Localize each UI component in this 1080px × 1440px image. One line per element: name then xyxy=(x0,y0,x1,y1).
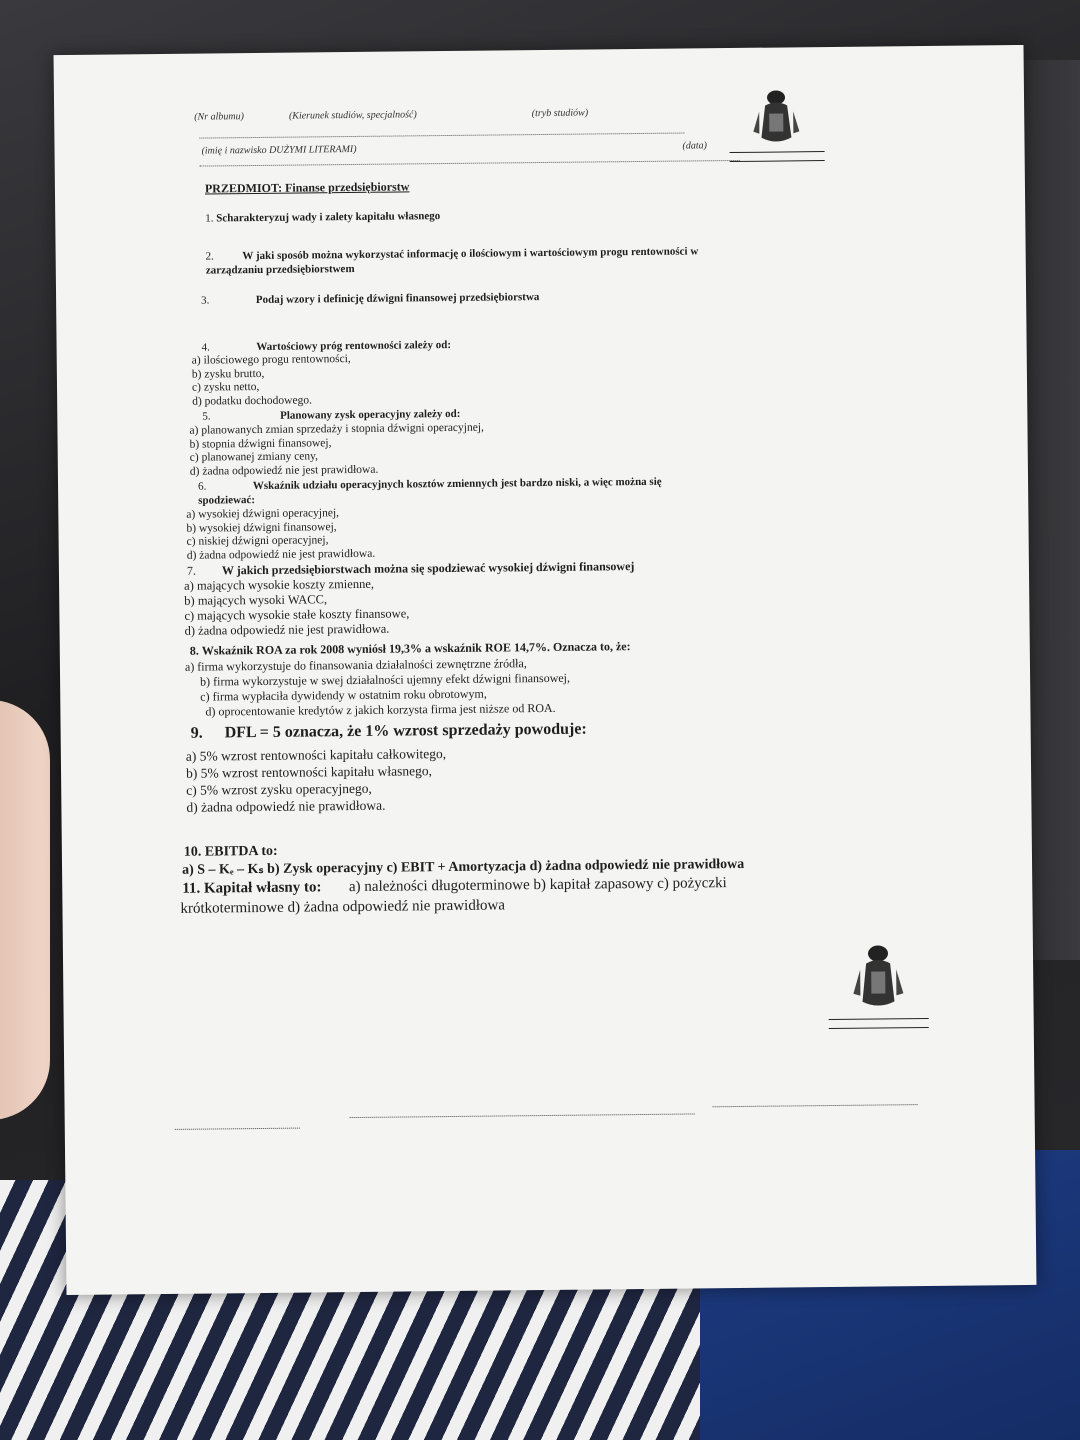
question-7-options xyxy=(184,576,410,638)
question-text: W jaki sposób można wykorzystać informację o ilościowym i wartościowym progu rentowności w xyxy=(242,245,699,263)
question-text-continued: spodziewać: xyxy=(198,494,256,507)
question-number: 1. xyxy=(205,212,214,225)
question-number: 6. xyxy=(197,480,207,493)
question-text: DFL = 5 oznacza, że 1% wzrost sprzedaży powoduje: xyxy=(224,720,587,742)
option: a) planowanych zmian sprzedaży i stopnia dźwigni operacyjnej, xyxy=(189,421,484,437)
option: d) żadna odpowiedź nie jest prawidłowa. xyxy=(184,621,390,638)
option: d) żadna odpowiedź nie jest prawidłowa. xyxy=(189,463,379,478)
option: d) żadna odpowiedź nie jest prawidłowa. xyxy=(186,547,376,562)
option: a) 5% wzrost rentowności kapitału całkowitego, xyxy=(185,746,447,764)
question-11-answers-continued: krótkoterminowe d) żadna odpowiedź nie prawidłowa xyxy=(180,897,506,917)
question-5 xyxy=(202,407,460,424)
option: c) planowanej zmiany ceny, xyxy=(189,450,319,464)
signature-line xyxy=(350,1113,695,1118)
question-1 xyxy=(205,209,440,225)
question-number: 2. xyxy=(205,250,214,263)
logo-caption xyxy=(730,151,825,162)
signature-line xyxy=(713,1104,918,1107)
logo-subcaption xyxy=(730,163,825,169)
option: b) 5% wzrost rentowności kapitału własnego, xyxy=(185,763,433,781)
option: a) mających wysokie koszty zmienne, xyxy=(184,576,375,593)
question-text: W jakich przedsiębiorstwach można się spodziewać wysokiej dźwigni finansowej xyxy=(221,559,635,578)
option: c) firma wypłaciła dywidendy w ostatnim roku obrotowym, xyxy=(200,686,487,704)
header-row-1 xyxy=(194,108,588,123)
question-10 xyxy=(184,843,278,861)
option: c) zysku netto, xyxy=(191,380,260,394)
question-number: 10. xyxy=(183,844,202,860)
question-8-options xyxy=(185,656,571,720)
logo-figure-icon xyxy=(828,941,929,1017)
question-3 xyxy=(201,290,539,308)
option: c) mających wysokie stałe koszty finansowe, xyxy=(184,606,410,623)
question-text: Wskaźnik ROA za rok 2008 wyniósł 19,3% a wskaźnik ROE 14,7%. Oznacza to, że: xyxy=(201,639,631,658)
option: d) oprocentowanie kredytów z jakich korzysta firma jest niższe od ROA. xyxy=(205,700,556,719)
question-text: Planowany zysk operacyjny zależy od: xyxy=(280,407,461,422)
question-number: 11. xyxy=(182,880,201,897)
university-logo xyxy=(729,87,825,169)
question-text: Scharakteryzuj wady i zalety kapitału własnego xyxy=(216,210,441,225)
question-number: 9. xyxy=(190,724,203,742)
question-text: Kapitał własny to: xyxy=(203,879,322,897)
subject-title: PRZEDMIOT: Finanse przedsiębiorstw xyxy=(204,179,410,196)
option: b) stopnia dźwigni finansowej, xyxy=(189,436,332,451)
hand xyxy=(0,700,50,1120)
question-text: Wskaźnik udziału operacyjnych kosztów zmiennych jest bardzo niski, a więc można się xyxy=(252,475,662,493)
field-label: (Kierunek studiów, specjalność) xyxy=(288,109,417,122)
question-text: Podaj wzory i definicję dźwigni finansowej przedsiębiorstwa xyxy=(255,291,540,307)
logo-subcaption xyxy=(829,1030,929,1036)
question-10-answers: a) S – Kₑ – Kₛ b) Zysk operacyjny c) EBIT + Amortyzacja d) żadna odpowiedź nie prawidłowa xyxy=(181,856,745,878)
question-answers: a) należności długoterminowe b) kapitał zapasowy c) pożyczki xyxy=(348,875,727,896)
album-label: (Nr albumu) xyxy=(194,111,244,123)
option: a) firma wykorzystuje do finansowania działalności zewnętrzne źródła, xyxy=(184,656,527,674)
question-number: 8. xyxy=(189,643,199,658)
question-5-options xyxy=(189,422,484,479)
question-9-options xyxy=(186,745,447,816)
question-number: 4. xyxy=(201,341,210,354)
option: b) zysku brutto, xyxy=(191,367,265,381)
question-text: EBITDA to: xyxy=(204,843,278,860)
question-2 xyxy=(206,244,699,277)
mode-label: (tryb studiów) xyxy=(531,107,589,120)
option: a) ilościowego progu rentowności, xyxy=(191,353,351,367)
question-number: 5. xyxy=(202,410,211,423)
question-number: 7. xyxy=(186,563,197,578)
option: a) wysokiej dźwigni operacyjnej, xyxy=(186,507,340,521)
date-label: (data) xyxy=(682,140,708,152)
question-6-options xyxy=(186,507,375,563)
option: d) podatku dochodowego. xyxy=(192,393,313,408)
question-4 xyxy=(202,338,452,355)
logo-figure-icon xyxy=(729,87,825,150)
exam-sheet xyxy=(54,45,1037,1295)
dotted-line xyxy=(200,160,740,167)
dotted-line xyxy=(199,133,684,139)
question-4-options xyxy=(192,353,352,409)
logo-caption xyxy=(829,1018,929,1029)
university-logo xyxy=(828,941,929,1036)
question-text: Wartościowy próg rentowności zależy od: xyxy=(256,338,452,354)
option: d) żadna odpowiedź nie prawidłowa. xyxy=(186,797,386,815)
option: c) 5% wzrost zysku operacyjnego, xyxy=(186,780,372,798)
option: c) niskiej dźwigni operacyjnej, xyxy=(186,534,329,548)
question-number: 3. xyxy=(201,294,210,307)
question-text-continued: zarządzaniu przedsiębiorstwem xyxy=(205,262,355,277)
option: b) mających wysoki WACC, xyxy=(184,592,328,608)
name-label: (imię i nazwisko DUŻYMI LITERAMI) xyxy=(201,143,357,157)
question-9 xyxy=(191,720,587,744)
question-6 xyxy=(198,475,662,508)
option: b) firma wykorzystuje w swej działalności ujemny efekt dźwigni finansowej, xyxy=(200,670,571,689)
signature-line xyxy=(175,1128,300,1130)
option: b) wysokiej dźwigni finansowej, xyxy=(186,520,337,535)
